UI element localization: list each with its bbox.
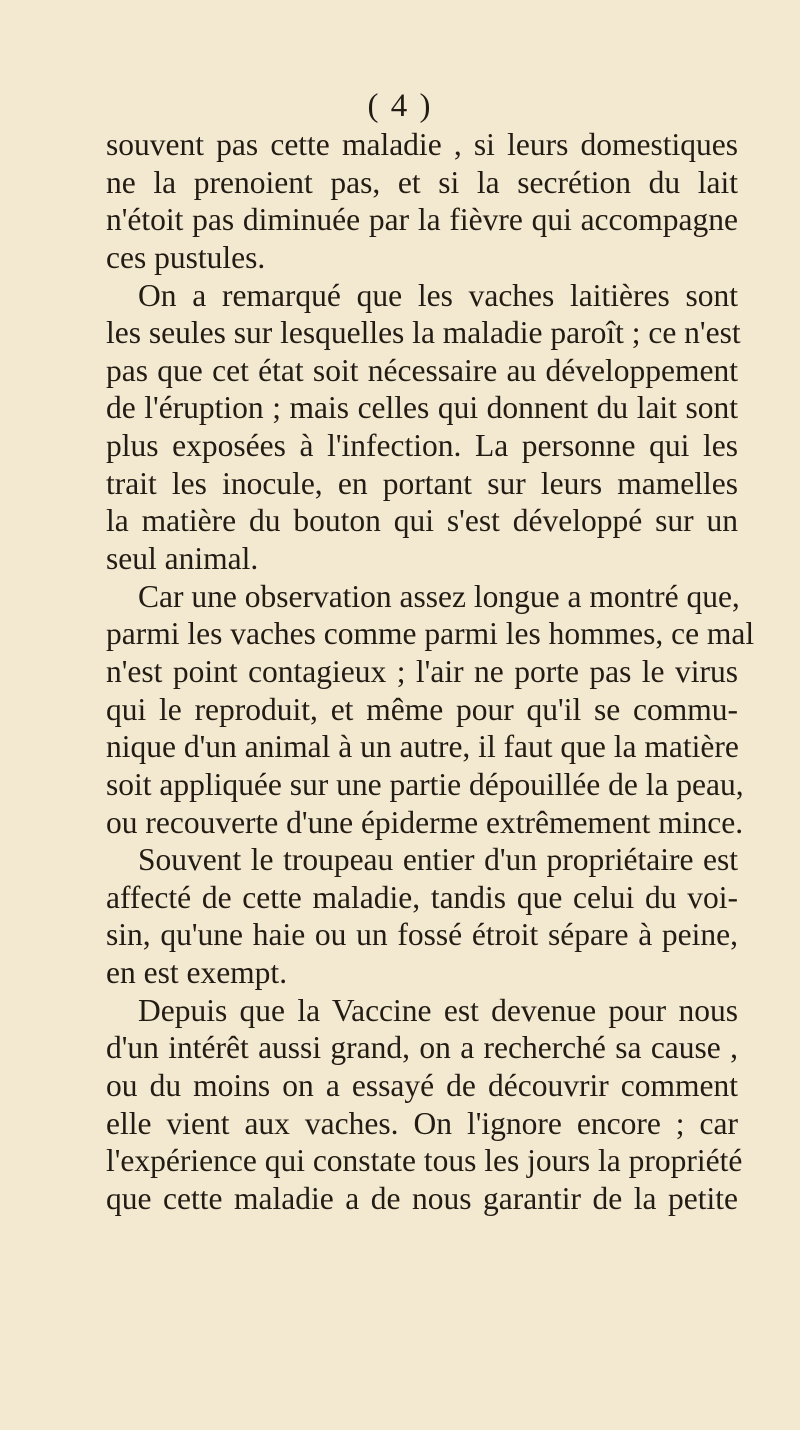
text-line: souvent pas cette maladie , si leurs domestiques [106, 127, 738, 162]
text-line: pas que cet état soit nécessaire au développement [106, 352, 738, 388]
text-line: n'est point contagieux ; l'air ne porte pas le virus [106, 653, 738, 689]
text-line: On a remarqué que les vaches laitières sont [138, 277, 738, 313]
text-line: en est exempt. [106, 955, 288, 991]
text-line: ne la prenoient pas, et si la secrétion du lait [106, 164, 738, 200]
text-line: Souvent le troupeau entier d'un propriétaire est [138, 842, 738, 878]
text-line: Car une observation assez longue a montré que, [138, 578, 740, 614]
text-line: sin, qu'une haie ou un fossé étroit sépare à peine, [106, 917, 738, 953]
text-line: les seules sur lesquelles la maladie paroît ; ce n'est [106, 315, 741, 351]
text-line: plus exposées à l'infection. La personne qui les [106, 428, 738, 464]
text-line: ou recouverte d'une épiderme extrêmement mince. [106, 804, 744, 840]
text-line: nique d'un animal à un autre, il faut que la matière [106, 729, 739, 765]
text-line: parmi les vaches comme parmi les hommes, ce mal [106, 616, 755, 652]
text-line: trait les inocule, en portant sur leurs mamelles [106, 465, 738, 501]
text-line: seul animal. [106, 541, 259, 577]
text-line: soit appliquée sur une partie dépouillée de la peau, [106, 766, 744, 802]
text-line: affecté de cette maladie, tandis que celui du voi- [106, 879, 738, 915]
text-line: l'expérience qui constate tous les jours la propriété [106, 1143, 743, 1179]
text-line: d'un intérêt aussi grand, on a recherché sa cause , [106, 1030, 738, 1066]
text-line: n'étoit pas diminuée par la fièvre qui accompagne [106, 202, 738, 238]
text-line: ou du moins on a essayé de découvrir comment [106, 1068, 738, 1104]
text-line: Depuis que la Vaccine est devenue pour nous [138, 992, 738, 1028]
text-line: qui le reproduit, et même pour qu'il se commu- [106, 691, 738, 727]
text-line: de l'éruption ; mais celles qui donnent du lait sont [106, 390, 738, 426]
text-line: elle vient aux vaches. On l'ignore encore ; car [106, 1105, 738, 1141]
body-text [106, 126, 755, 1218]
page-number: ( 4 ) [367, 88, 433, 124]
text-line: ces pustules. [106, 239, 266, 275]
text-line: la matière du bouton qui s'est développé sur un [106, 503, 738, 539]
text-line: que cette maladie a de nous garantir de la petite [106, 1180, 738, 1216]
